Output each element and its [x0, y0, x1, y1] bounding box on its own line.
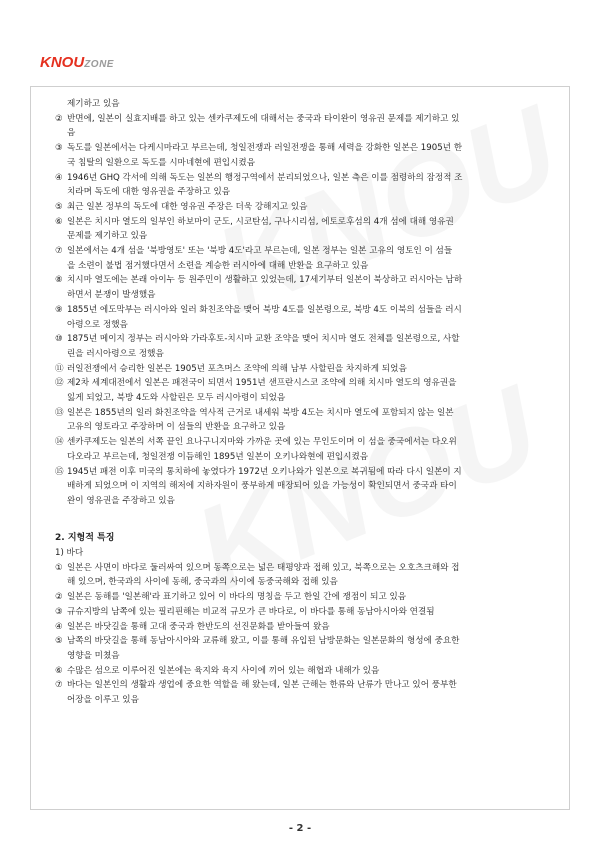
text-line	[55, 479, 567, 494]
item-number: ③	[55, 606, 63, 617]
text-line	[55, 450, 567, 465]
item-number: ⑨	[55, 304, 63, 315]
text-line	[55, 664, 567, 679]
text-line	[55, 494, 567, 509]
line-text: 해 있으며, 한국과의 사이에 동해, 중국과의 사이에 동중국해와 접해 있음	[67, 577, 338, 588]
line-text: 남쪽의 바닷길을 통해 동남아시아와 교류해 왔고, 이를 통해 유입된 남방문화는 일본문화의 형성에 중요한	[67, 636, 460, 647]
text-line	[55, 561, 567, 576]
text-line	[55, 693, 567, 708]
item-number: ⑮	[55, 466, 64, 477]
line-text: 치라며 독도에 대한 영유권을 주장하고 있음	[67, 187, 231, 198]
knouzone-logo	[40, 54, 114, 71]
line-text: 치시마 열도에는 본래 아이누 등 원주민이 생활하고 있었는데, 17세기부터 일본이 북상하고 러시아는 남하	[67, 275, 463, 286]
text-line	[55, 406, 567, 421]
text-line	[55, 229, 567, 244]
text-line	[55, 259, 567, 274]
item-number: ②	[55, 592, 63, 603]
text-line	[55, 678, 567, 693]
text-line	[55, 435, 567, 450]
text-line	[55, 620, 567, 635]
text-line	[55, 171, 567, 186]
item-number: ③	[55, 143, 63, 154]
line-text: 바다는 일본인의 생활과 생업에 중요한 역할을 해 왔는데, 일본 근해는 한류와 난류가 만나고 있어 풍부한	[67, 680, 457, 691]
line-text: 일본은 치시마 열도의 일부인 하보마이 군도, 시코탄섬, 구나시리섬, 에토로후섬의 4개 섬에 대해 영유권	[67, 216, 454, 227]
section-title: 2. 지형적 특징	[55, 532, 115, 543]
text-line	[55, 347, 567, 362]
list-sea-features	[55, 561, 567, 708]
line-text: 린을 러시아령으로 정했음	[67, 348, 164, 359]
text-line	[55, 288, 567, 303]
item-number: ⑤	[55, 636, 63, 647]
item-number: ⑬	[55, 407, 64, 418]
page-number: - 2 -	[288, 823, 312, 834]
item-number: ⑫	[55, 378, 64, 389]
text-line	[55, 126, 567, 141]
line-text: 일본은 바닷길을 통해 고대 중국과 한반도의 선진문화를 받아들여 왔음	[67, 621, 330, 632]
text-line	[55, 273, 567, 288]
text-line	[55, 156, 567, 171]
line-text: 1945년 패전 이후 미국의 통치하에 놓였다가 1972년 오키나와가 일본으로 복귀됨에 따라 다시 일본이 지	[67, 466, 462, 477]
line-text: 완이 영유권을 주장하고 있음	[67, 495, 175, 506]
item-number: ⑧	[55, 275, 63, 286]
text-line	[55, 185, 567, 200]
line-text: 국 침탈의 일환으로 독도를 시마네현에 편입시켰음	[67, 157, 255, 168]
line-text: 을 소련이 불법 점거했다면서 소련을 계승한 러시아에 대해 반환을 요구하고 있음	[67, 260, 369, 271]
text-line	[55, 590, 567, 605]
item-number: ④	[55, 172, 63, 183]
logo-nou: NOU	[50, 54, 85, 71]
text-line	[55, 332, 567, 347]
item-number: ⑥	[55, 665, 63, 676]
text-line	[55, 141, 567, 156]
text-line	[55, 244, 567, 259]
line-text: 음	[67, 128, 76, 139]
line-text: 어장을 이루고 있음	[67, 695, 139, 706]
text-line	[55, 465, 567, 480]
line-text: 일본은 1855년의 일러 화친조약을 역사적 근거로 내세워 북방 4도는 치시마 열도에 포함되지 않는 일본	[67, 407, 454, 418]
text-line	[55, 634, 567, 649]
text-line	[55, 97, 567, 112]
line-text: 규슈지방의 남쪽에 있는 필리핀해는 비교적 규모가 큰 바다로, 이 바다를 통해 동남아시아와 연결됨	[67, 606, 435, 617]
document-body	[55, 97, 567, 708]
line-text: 1855년 에도막부는 러시아와 일러 화친조약을 맺어 북방 4도를 일본령으로, 북방 4도 이북의 섬들을 러시	[67, 304, 462, 315]
line-text: 1875년 메이지 정부는 러시아와 가라후토-치시마 교환 조약을 맺어 치시마 열도 전체를 일본령으로, 사할	[67, 334, 460, 345]
text-line	[55, 318, 567, 333]
item-number: ⑪	[55, 363, 64, 374]
line-text: 아령으로 정했음	[67, 319, 128, 330]
logo-zone: ZONE	[84, 59, 114, 70]
line-text: 반면에, 일본이 실효지배를 하고 있는 센카쿠제도에 대해서는 중국과 타이완이 영유권 문제를 제기하고 있	[67, 113, 460, 124]
text-line	[55, 215, 567, 230]
line-text: 하면서 분쟁이 발생했음	[67, 290, 156, 301]
text-line	[55, 200, 567, 215]
line-text: 1946년 GHQ 각서에 의해 독도는 일본의 행정구역에서 분리되었으나, 일본 측은 이를 점령하의 잠정적 조	[67, 172, 463, 183]
line-text: 다오라고 부르는데, 청일전쟁 이듬해인 1895년 일본이 오키나와현에 편입시켰음	[67, 451, 369, 462]
text-line	[55, 376, 567, 391]
line-text: 일본에서는 4개 섬을 '북방영토' 또는 '북방 4도'라고 부르는데, 일본 정부는 일본 고유의 영토인 이 섬들	[67, 246, 453, 257]
line-text: 제기하고 있음	[67, 99, 120, 109]
text-line	[55, 303, 567, 318]
item-number: ④	[55, 621, 63, 632]
line-text: 배하게 되었으며 이 지역의 해저에 지하자원이 풍부하게 매장되어 있을 가능성이 확인되면서 중국과 타이	[67, 481, 457, 492]
item-number: ⑥	[55, 216, 63, 227]
text-line	[55, 420, 567, 435]
line-text: 일본은 동해를 '일본해'라 표기하고 있어 이 바다의 명칭을 두고 한일 간에 쟁점이 되고 있음	[67, 592, 407, 603]
line-text: 최근 일본 정부의 독도에 대한 영유권 주장은 더욱 강해지고 있음	[67, 201, 308, 212]
text-line	[55, 605, 567, 620]
line-text: 수많은 섬으로 이루어진 일본에는 육지와 육지 사이에 끼어 있는 해협과 내해가 있음	[67, 665, 380, 676]
item-number: ⑩	[55, 334, 63, 345]
text-line	[55, 112, 567, 127]
list-territorial-disputes	[55, 97, 567, 509]
text-line	[55, 575, 567, 590]
item-number: ⑦	[55, 246, 63, 257]
line-text: 제2차 세계대전에서 일본은 패전국이 되면서 1951년 샌프란시스코 조약에 의해 치시마 열도의 영유권을	[67, 378, 457, 389]
line-text: 문제를 제기하고 있음	[67, 231, 148, 242]
item-number: ⑭	[55, 437, 64, 448]
subsection-title: 1) 바다	[55, 547, 84, 558]
text-line	[55, 362, 567, 377]
line-text: 센카쿠제도는 일본의 서쪽 끝인 요나구니지마와 가까운 곳에 있는 무인도이며 이 섬을 중국에서는 다오위	[67, 437, 457, 448]
line-text: 영향을 미쳤음	[67, 650, 120, 661]
text-line	[55, 391, 567, 406]
item-number: ⑦	[55, 680, 63, 691]
logo-k: K	[40, 54, 51, 71]
item-number: ②	[55, 113, 63, 124]
line-text: 고유의 영토라고 주장하며 이 섬들의 반환을 요구하고 있음	[67, 422, 286, 433]
item-number: ⑤	[55, 201, 63, 212]
line-text: 독도를 일본에서는 다케시마라고 부르는데, 청일전쟁과 러일전쟁을 통해 세력을 강화한 일본은 1905년 한	[67, 143, 463, 154]
item-number: ①	[55, 562, 63, 573]
text-line	[55, 649, 567, 664]
line-text: 러일전쟁에서 승리한 일본은 1905년 포츠머스 조약에 의해 남부 사할린을 차지하게 되었음	[67, 363, 407, 374]
line-text: 잃게 되었고, 북방 4도와 사할린은 모두 러시아령이 되었음	[67, 393, 286, 404]
line-text: 일본은 사면이 바다로 둘러싸여 있으며 동쪽으로는 넓은 태평양과 접해 있고, 북쪽으로는 오호츠크해와 접	[67, 562, 460, 573]
